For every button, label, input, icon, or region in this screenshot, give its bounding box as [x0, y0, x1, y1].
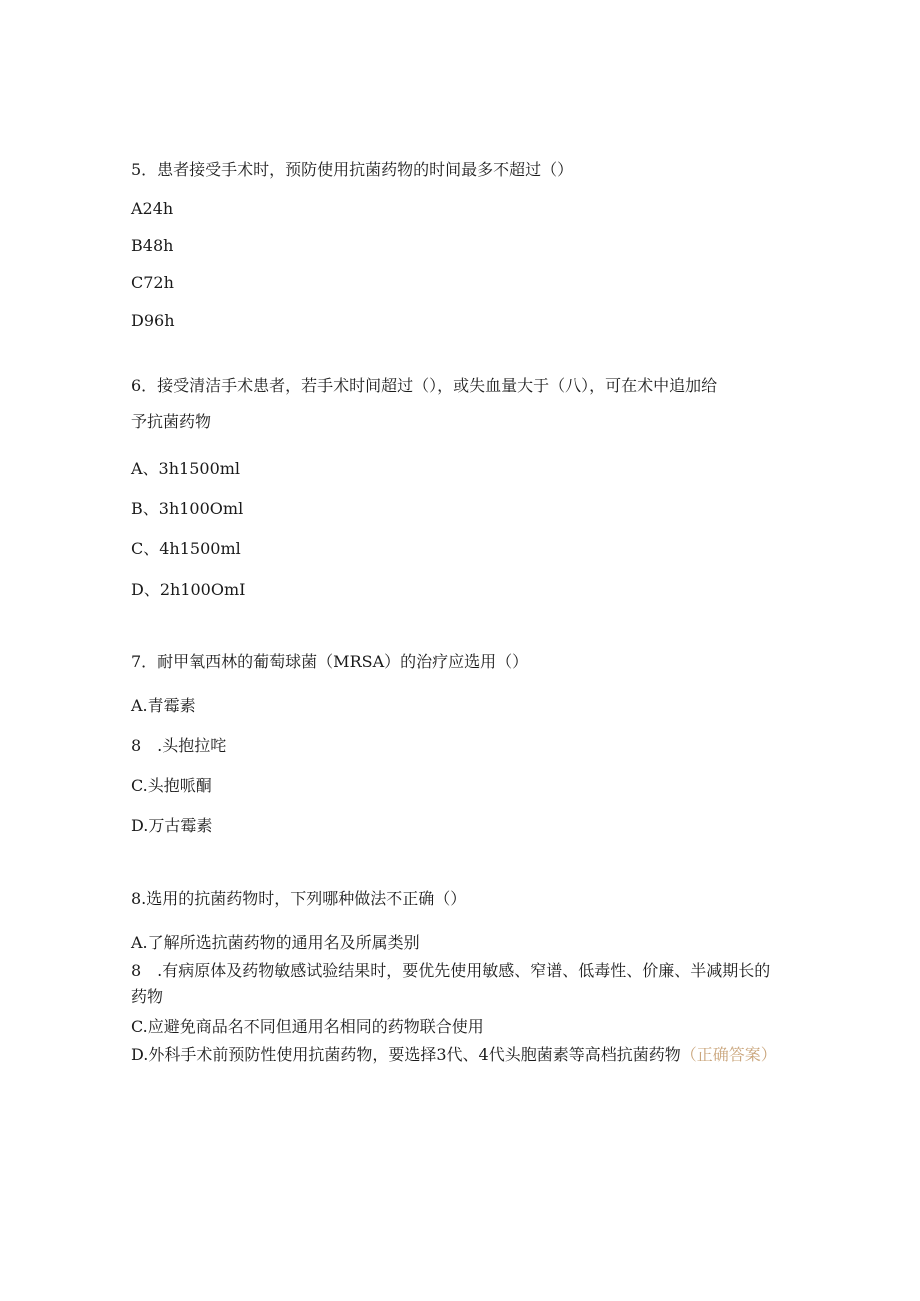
question-8-option-c: C.应避免商品名不同但通用名相同的药物联合使用 — [131, 1017, 484, 1036]
question-8-stem: 8.选用的抗菌药物时，下列哪种做法不正确（） — [131, 889, 467, 908]
question-7-option-a: A.青霉素 — [131, 696, 196, 715]
question-7-option-b: 8 .头抱拉咤 — [131, 736, 227, 755]
question-8-option-b — [131, 958, 781, 1010]
question-6-option-a: A、3h1500ml — [131, 459, 241, 478]
question-7-option-c: C.头抱哌酮 — [131, 776, 212, 795]
question-5-option-d: D96h — [131, 311, 175, 330]
question-5-stem: 5．患者接受手术时，预防使用抗菌药物的时间最多不超过（） — [131, 160, 574, 179]
question-8-option-a: A.了解所选抗菌药物的通用名及所属类别 — [131, 933, 420, 952]
question-6-option-c: C、4h1500ml — [131, 539, 241, 558]
question-6-stem-line-2: 予抗菌药物 — [131, 412, 212, 431]
question-8-option-d — [131, 1042, 781, 1068]
question-5-option-c: C72h — [131, 273, 174, 292]
question-6-stem-line-1: 6．接受清洁手术患者，若手术时间超过（），或失血量大于（八），可在术中追加给 — [131, 376, 718, 395]
question-7-stem: 7．耐甲氧西林的葡萄球菌（MRSA）的治疗应选用（） — [131, 652, 529, 671]
question-6-option-d: D、2h100OmI — [131, 580, 246, 599]
question-8-option-b-text: 8 .有病原体及药物敏感试验结果时，要优先使用敏感、窄谱、低毒性、价廉、半减期长的药物 — [131, 961, 771, 1006]
question-8-option-d-text: D.外科手术前预防性使用抗菌药物，要选择3代、4代头胞菌素等高档抗菌药物 — [131, 1045, 681, 1064]
question-6-option-b: B、3h100Oml — [131, 499, 244, 518]
correct-answer-note: （正确答案） — [680, 1045, 777, 1064]
question-7-option-d: D.万古霉素 — [131, 816, 213, 835]
question-5-option-b: B48h — [131, 236, 174, 255]
question-5-option-a: A24h — [131, 199, 174, 218]
